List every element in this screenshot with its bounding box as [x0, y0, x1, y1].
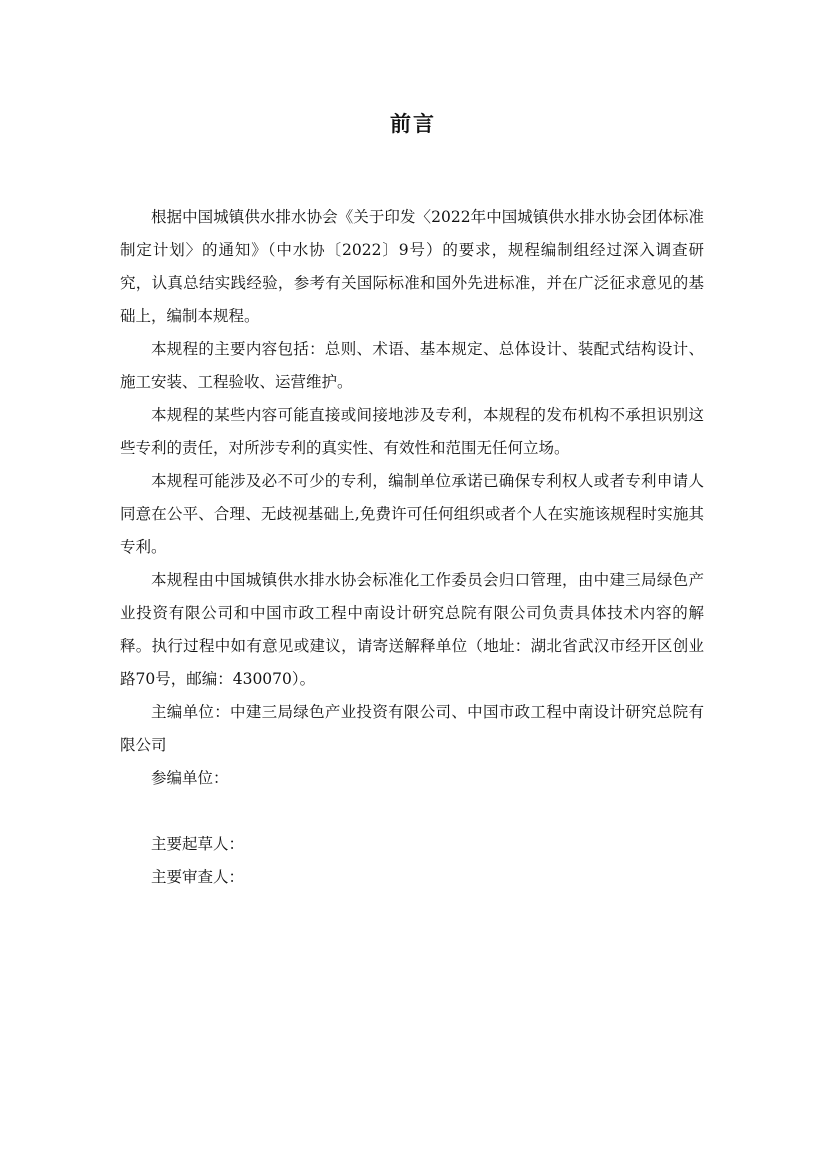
preface-body [120, 201, 704, 894]
paragraph-chief-editors: 主编单位：中建三局绿色产业投资有限公司、中国市政工程中南设计研究总院有限公司 [120, 703, 704, 754]
paragraph-management: 本规程由中国城镇供水排水协会标准化工作委员会归口管理，由中建三局绿色产业投资有限公司和中国市政工程中南设计研究总院有限公司负责具体技术内容的解释。执行过程中如有意见或建议，请寄送解释单位（地址：湖北省武汉市经开区创业路70号，邮编：430070）。 [120, 571, 704, 688]
paragraph-background: 根据中国城镇供水排水协会《关于印发〈2022年中国城镇供水排水协会团体标准制定计划〉的通知》（中水协〔2022〕9号）的要求，规程编制组经过深入调查研究，认真总结实践经验，参考有关国际标准和国外先进标准，并在广泛征求意见的基础上，编制本规程。 [120, 208, 704, 325]
blank-line [120, 795, 704, 828]
paragraph-patent-commitment: 本规程可能涉及必不可少的专利，编制单位承诺已确保专利权人或者专利申请人同意在公平、合理、无歧视基础上,免费许可任何组织或者个人在实施该规程时实施其专利。 [120, 472, 704, 556]
paragraph-participating-units: 参编单位： [151, 769, 229, 787]
main-drafters-label: 主要起草人： [151, 835, 245, 853]
paragraph-patent-notice: 本规程的某些内容可能直接或间接地涉及专利，本规程的发布机构不承担识别这些专利的责任，对所涉专利的真实性、有效性和范围无任何立场。 [120, 406, 704, 457]
main-reviewers-label: 主要审查人： [151, 868, 245, 886]
page-title: 前言 [390, 112, 436, 136]
paragraph-main-contents: 本规程的主要内容包括：总则、术语、基本规定、总体设计、装配式结构设计、施工安装、工程验收、运营维护。 [120, 340, 704, 391]
